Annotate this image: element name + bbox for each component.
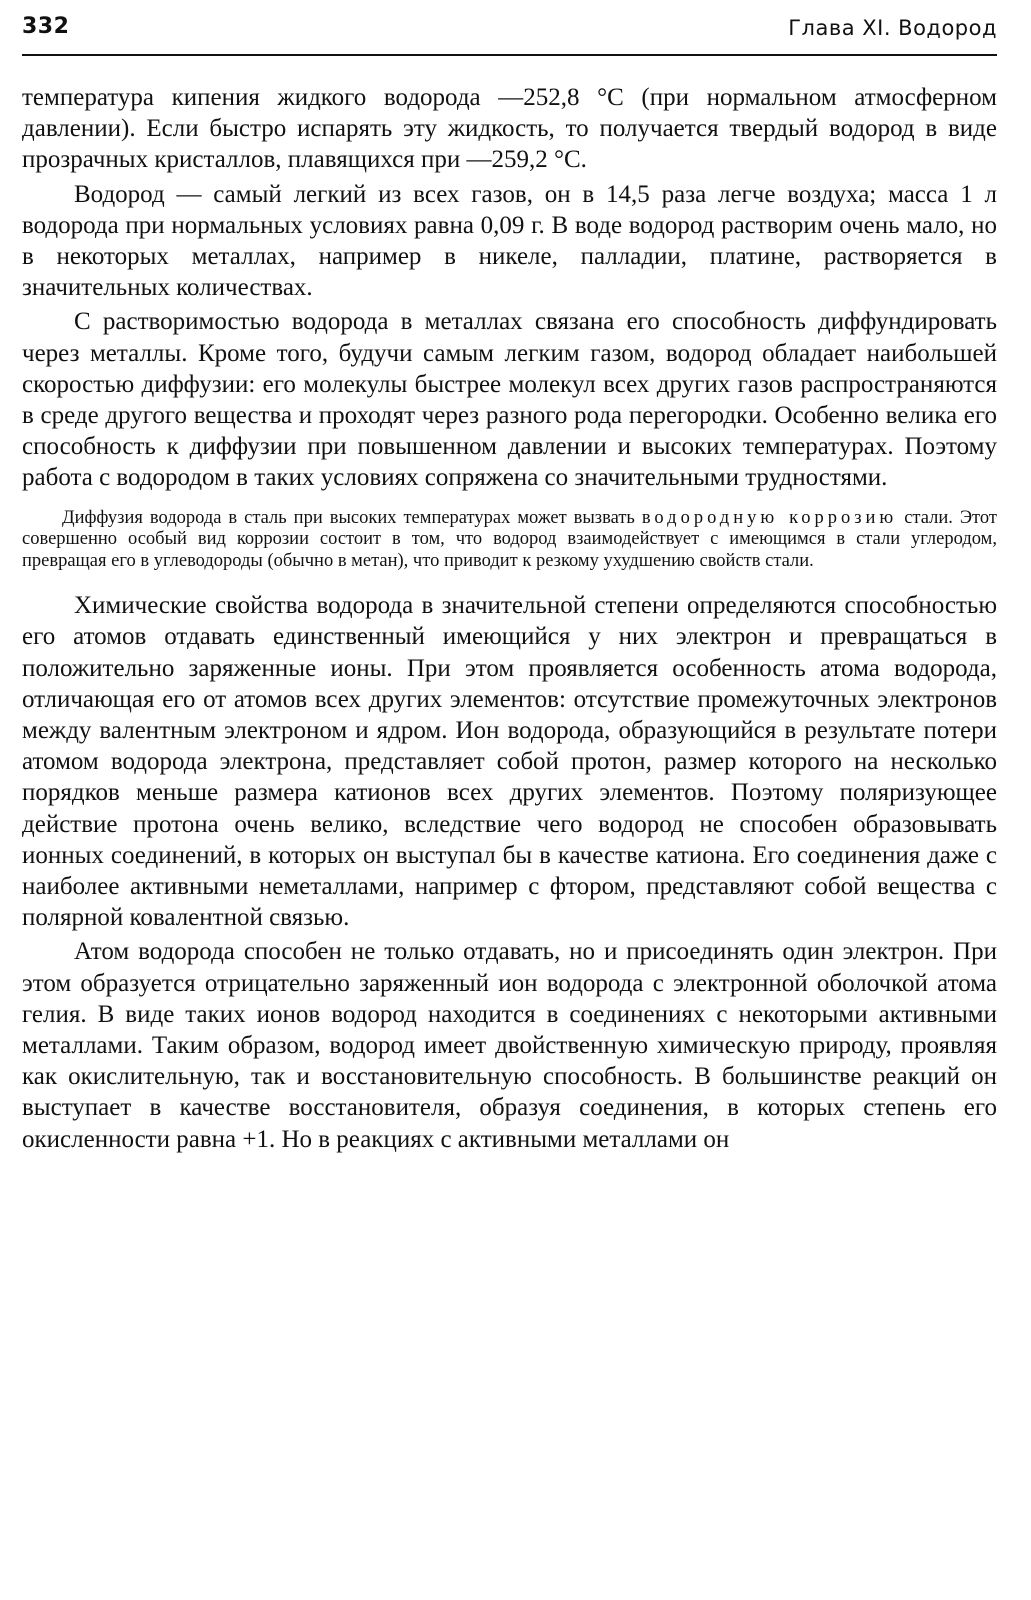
page-number: 332 <box>22 14 70 39</box>
running-head: Глава XI. Водород <box>788 16 997 40</box>
book-page <box>22 0 997 1600</box>
paragraph-boiling-point: температура кипения жидкого водорода —252,8 °С (при нормальном атмосферном давлении). Если быстро испарять эту жидкость, то получается твердый водород в виде прозрачных кристаллов, плавящихся при —259,2 °С. <box>22 84 997 174</box>
paragraph-lightest-gas: Водород — самый легкий из всех газов, он в 14,5 раза легче воздуха; масса 1 л водорода при нормальных условиях равна 0,09 г. В воде водород растворим очень мало, но в некоторых металлах, например в никеле, палладии, платине, растворяется в значительных количествах. <box>22 180 997 302</box>
header-rule <box>22 54 997 56</box>
paragraph-hydride-ion: Атом водорода способен не только отдавать, но и присоединять один электрон. При этом образуется отрицательно заряженный ион водорода с электронной оболочкой атома гелия. В виде таких ионов водород находится в соединениях с некоторыми активными металлами. Таким образом, водород имеет двойственную химическую природу, проявляя как окислительную, так и восстановительную способность. В большинстве реакций он выступает в качестве восстановителя, образуя соединения, в которых степень его окисленности равна +1. Но в реакциях с активными металлами он <box>22 938 997 1153</box>
small-print-term: водородную коррозию <box>641 507 898 528</box>
paragraph-diffusion: С растворимостью водорода в металлах связана его способность диффундировать через металлы. Кроме того, будучи самым легким газом, водород обладает наибольшей скоростью диффузии: его молекулы быстрее молекул всех других газов распространяются в среде другого вещества и проходят через разного рода перегородки. Особенно велика его способность к диффузии при повышенном давлении и высоких температурах. Поэтому работа с водородом в таких условиях сопряжена со значительными трудностями. <box>22 308 997 492</box>
small-print-before: Диффузия водорода в сталь при высоких температурах может вызвать <box>62 507 642 528</box>
small-print-after: стали. Этот совершенно особый вид коррозии состоит в том, что водород взаимодействует с имеющимся в стали углеродом, превращая его в углеводороды (обычно в метан), что приводит к резкому ухудшению свойств стали. <box>22 507 997 571</box>
body-text <box>22 82 997 1155</box>
page-header <box>22 10 997 44</box>
small-print-note <box>22 508 997 573</box>
paragraph-chemical-properties: Химические свойства водорода в значительной степени определяются способностью его атомов отдавать единственный имеющийся у них электрон и превращаться в положительно заряженные ионы. При этом проявляется особенность атома водорода, отличающая его от атомов всех других элементов: отсутствие промежуточных электронов между валентным электроном и ядром. Ион водорода, образующийся в результате потери атомом водорода электрона, представляет собой протон, размер которого на несколько порядков меньше размера катионов всех других элементов. Поэтому поляризующее действие протона очень велико, вследствие чего водород не способен образовывать ионных соединений, в которых он выступал бы в качестве катиона. Его соединения даже с наиболее активными неметаллами, например с фтором, представляют собой вещества с полярной ковалентной связью. <box>22 592 997 932</box>
